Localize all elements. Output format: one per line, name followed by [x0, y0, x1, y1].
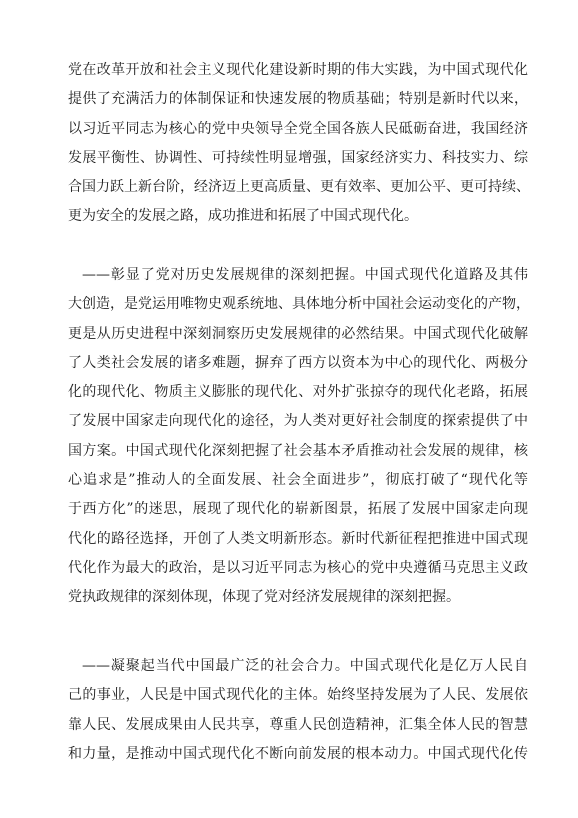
text-line: 更为安全的发展之路，成功推进和拓展了中国式现代化。 — [68, 208, 418, 225]
text-line: 和力量，是推动中国式现代化不断向前发展的根本动力。中国式现代化传 — [68, 745, 528, 762]
text-line: 靠人民、发展成果由人民共享，尊重人民创造精神，汇集全体人民的智慧 — [68, 716, 528, 733]
text-line: 于西方化”的迷思，展现了现代化的崭新图景，拓展了发展中国家走向现 — [68, 501, 528, 518]
text-line: 大创造，是党运用唯物史观系统地、具体地分析中国社会运动变化的产物， — [68, 296, 530, 313]
text-line: 代化的路径选择，开创了人类文明新形态。新时代新征程把推进中国式现 — [68, 530, 528, 547]
text-line: 国方案。中国式现代化深刻把握了社会基本矛盾推动社会发展的规律，核 — [68, 442, 528, 459]
text-line: 己的事业，人民是中国式现代化的主体。始终坚持发展为了人民、发展依 — [68, 687, 528, 704]
text-line: 党执政规律的深刻体现，体现了党对经济发展规律的深刻把握。 — [68, 589, 460, 606]
text-line: 化的现代化、物质主义膨胀的现代化、对外扩张掠夺的现代化老路，拓展 — [68, 384, 528, 401]
paragraph-3 — [68, 652, 528, 769]
text-line: 党在改革开放和社会主义现代化建设新时期的伟大实践，为中国式现代化 — [68, 62, 528, 78]
text-line: 以习近平同志为核心的党中央领导全党全国各族人民砥砺奋进，我国经济 — [68, 120, 528, 137]
paragraph-1 — [68, 56, 528, 232]
text-line: ——彰显了党对历史发展规律的深刻把握。中国式现代化道路及其伟 — [82, 267, 528, 283]
paragraph-2 — [68, 261, 528, 613]
text-line: 更是从历史进程中深刻洞察历史发展规律的必然结果。中国式现代化破解 — [68, 325, 528, 342]
text-line: 合国力跃上新台阶，经济迈上更高质量、更有效率、更加公平、更可持续、 — [68, 179, 530, 196]
text-line: 了发展中国家走向现代化的途径，为人类对更好社会制度的探索提供了中 — [68, 413, 528, 430]
text-line: 心追求是”推动人的全面发展、社会全面进步”，彻底打破了“现代化等 — [68, 472, 528, 489]
text-line: 了人类社会发展的诸多难题，摒弃了西方以资本为中心的现代化、两极分 — [68, 354, 528, 371]
text-line: ——凝聚起当代中国最广泛的社会合力。中国式现代化是亿万人民自 — [82, 658, 528, 674]
text-line: 提供了充满活力的体制保证和快速发展的物质基础；特别是新时代以来， — [68, 91, 528, 108]
text-line: 代化作为最大的政治，是以习近平同志为核心的党中央遵循马克思主义政 — [68, 559, 528, 576]
text-line: 发展平衡性、协调性、可持续性明显增强，国家经济实力、科技实力、综 — [68, 149, 528, 166]
